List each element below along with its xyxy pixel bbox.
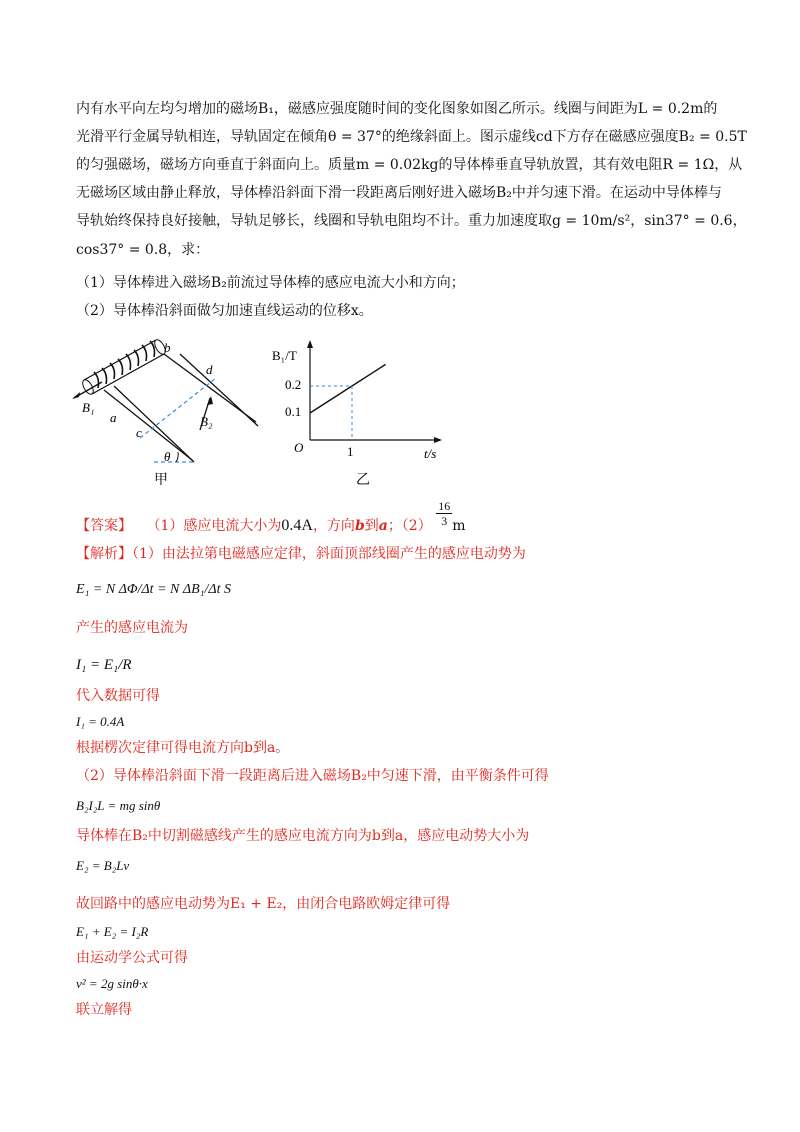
question-line-3: 的匀强磁场，磁场方向垂直于斜面向上。质量m = 0.02kg的导体棒垂直导轨放置，其有效电阻R = 1Ω，从: [76, 157, 743, 173]
equation-1: E₁ = N ΔΦ/Δt = N ΔB₁/Δt S: [76, 582, 231, 597]
figure-yi-chart: [272, 338, 444, 488]
label-theta: θ: [164, 449, 171, 464]
answer-dir-a: a: [378, 518, 388, 534]
label-b: b: [164, 340, 171, 355]
analysis-line-5: （2）导体棒沿斜面下滑一段距离后进入磁场B₂中匀速下滑，由平衡条件可得: [76, 768, 549, 784]
equation-7: E₁ + E₂ = I₂R: [76, 924, 149, 939]
answer-text-1: （1）感应电流大小为: [146, 518, 282, 534]
equation-8: v² = 2g sinθ·x: [76, 976, 148, 991]
rail-lower: [104, 390, 192, 460]
analysis-line-7: 故回路中的感应电动势为E₁ + E₂，由闭合电路欧姆定律可得: [76, 896, 451, 912]
analysis-tag: 【解析】: [76, 546, 132, 562]
caption-yi: 乙: [356, 472, 370, 488]
y-tick-0-2: 0.2: [285, 377, 302, 392]
series-line: [310, 364, 386, 413]
analysis-text-1: （1）由法拉第电磁感应定律，斜面顶部线圈产生的感应电动势为: [132, 546, 526, 562]
answer-text-3: 到: [364, 518, 379, 534]
analysis-line-9: 联立解得: [76, 1002, 132, 1018]
analysis-line-2: 产生的感应电流为: [76, 620, 188, 636]
question-line-4: 无磁场区域由静止释放，导体棒沿斜面下滑一段距离后刚好进入磁场B₂中并匀速下滑。在运动中导体棒与: [76, 185, 722, 201]
x-axis-arrow: [434, 437, 442, 443]
analysis-line-8: 由运动学公式可得: [76, 950, 188, 966]
analysis-line-6: 导体棒在B₂中切割磁感线产生的感应电流方向为b到a，感应电动势大小为: [76, 828, 530, 844]
answer-text-2: ，方向: [312, 518, 355, 534]
question-line-5: 导轨始终保持良好接触，导轨足够长，线圈和导轨电阻均不计。重力加速度取g = 10m/s²，sin37° = 0.6，: [76, 213, 747, 229]
label-b1: B₁: [82, 400, 95, 415]
equation-2: I₁ = E₁/R: [76, 657, 132, 673]
answer-text-4: ；（2）: [387, 518, 432, 534]
caption-jia: 甲: [154, 472, 168, 488]
question-line-6: cos37° = 0.8，求：: [76, 242, 210, 258]
y-axis-arrow: [307, 340, 313, 348]
analysis-line-3: 代入数据可得: [76, 688, 160, 704]
rail-b: [180, 354, 258, 426]
answer-dir-b: b: [354, 518, 365, 534]
label-b2: B₂: [200, 414, 213, 429]
y-tick-0-1: 0.1: [285, 404, 302, 419]
answer-unit: m: [452, 518, 466, 534]
question-line-2: 光滑平行金属导轨相连，导轨固定在倾角θ = 37°的绝缘斜面上。图示虚线cd下方存在磁感应强度B₂ = 0.5T: [76, 129, 747, 145]
answer-frac-den: 3: [441, 513, 448, 528]
answer-fraction: [436, 499, 452, 528]
question-part-2: （2）导体棒沿斜面做匀加速直线运动的位移x。: [76, 303, 373, 319]
answer-line: [76, 498, 466, 536]
equation-5: B₂I₂L = mg sinθ: [76, 798, 161, 813]
equation-6: E₂ = B₂Lv: [76, 858, 130, 873]
answer-frac-num: 16: [438, 498, 451, 513]
dashed-line-cd: [140, 378, 216, 438]
x-tick-1: 1: [347, 444, 354, 459]
answer-tag: 【答案】: [76, 518, 132, 534]
x-axis-label: t/s: [424, 446, 437, 461]
answer-value-1: 0.4A: [281, 517, 313, 534]
analysis-line-1: [76, 544, 526, 564]
label-d: d: [206, 362, 213, 377]
theta-arc: [176, 452, 178, 462]
y-axis-label: B₁/T: [272, 348, 297, 363]
origin-label: O: [294, 440, 304, 455]
b1-arrowhead: [72, 392, 80, 399]
equation-3: I₁ = 0.4A: [76, 714, 125, 729]
question-part-1: （1）导体棒进入磁场B₂前流过导体棒的感应电流大小和方向；: [76, 275, 465, 291]
figure-jia: [64, 330, 274, 490]
label-a: a: [110, 410, 117, 425]
rail-a: [114, 386, 194, 462]
b2-arrowhead: [207, 396, 213, 405]
label-c: c: [136, 425, 142, 440]
analysis-line-4: 根据楞次定律可得电流方向b到a。: [76, 740, 290, 756]
question-line-1: 内有水平向左均匀增加的磁场B₁，磁感应强度随时间的变化图象如图乙所示。线圈与间距为L = 0.2m的: [76, 101, 718, 117]
